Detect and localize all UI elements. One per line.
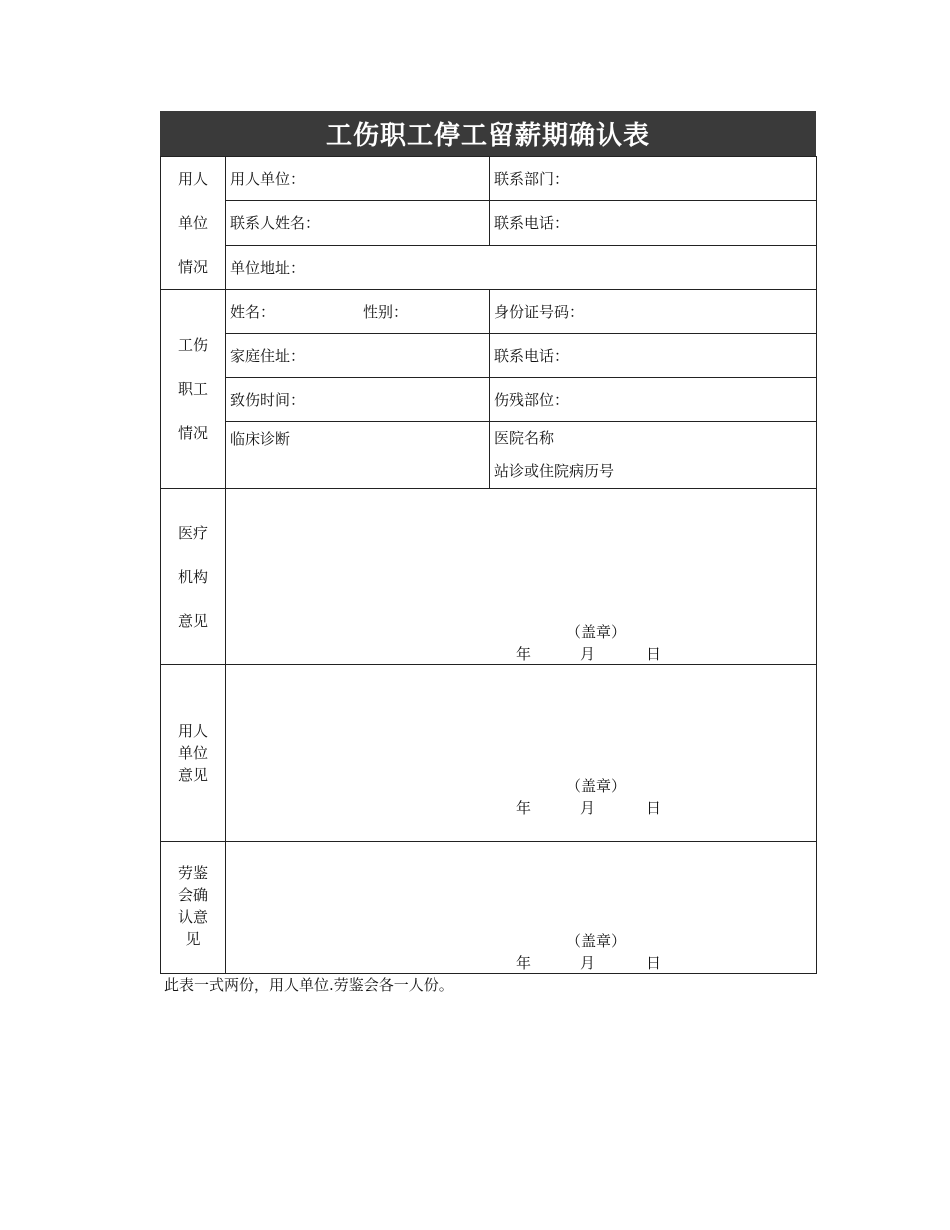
injury-part-field[interactable]: 伤残部位： (490, 378, 817, 422)
form-footnote: 此表一式两份，用人单位.劳鉴会各一人份。 (164, 976, 454, 994)
employer-unit-field[interactable]: 用人单位： (226, 157, 490, 201)
medical-opinion-row (161, 489, 817, 665)
home-address-field[interactable]: 家庭住址： (226, 334, 490, 378)
worker-row-2 (161, 334, 817, 378)
worker-row-3 (161, 378, 817, 422)
id-number-field[interactable]: 身份证号码： (490, 290, 817, 334)
contact-phone-field[interactable]: 联系电话： (490, 201, 817, 245)
employer-row-3 (161, 245, 817, 289)
seal-label: （盖章） (566, 777, 627, 795)
diagnosis-field[interactable]: 临床诊断 (226, 422, 490, 489)
form-table (160, 156, 817, 974)
contact-name-field[interactable]: 联系人姓名： (226, 201, 490, 245)
worker-row-1 (161, 290, 817, 334)
committee-opinion-row (161, 842, 817, 974)
hospital-record-field[interactable] (490, 422, 817, 489)
injury-time-field[interactable]: 致伤时间： (226, 378, 490, 422)
employer-opinion-row (161, 665, 817, 842)
employer-section-label: 用人 单位 情况 (161, 157, 226, 290)
seal-label: （盖章） (566, 623, 627, 641)
worker-section-label: 工伤 职工 情况 (161, 290, 226, 489)
employer-opinion-label: 用人 单位 意见 (161, 665, 226, 842)
hospital-name-label: 医院名称 (494, 429, 555, 447)
name-sex-field[interactable] (226, 290, 490, 334)
committee-opinion-field[interactable]: （盖章） 年 月 日 (226, 842, 817, 974)
name-label: 姓名： (230, 303, 276, 321)
sex-label: 性别： (363, 303, 409, 321)
employer-opinion-field[interactable]: （盖章） 年 月 日 (226, 665, 817, 842)
committee-opinion-label: 劳鉴 会确 认意 见 (161, 842, 226, 974)
confirmation-form (160, 111, 816, 974)
seal-label: （盖章） (566, 932, 627, 950)
form-title: 工伤职工停工留薪期确认表 (160, 111, 816, 156)
worker-row-4 (161, 422, 817, 489)
record-number-label: 站诊或住院病历号 (494, 462, 615, 480)
medical-opinion-field[interactable]: （盖章） 年 月 日 (226, 489, 817, 665)
worker-phone-field[interactable]: 联系电话： (490, 334, 817, 378)
employer-row-2 (161, 201, 817, 245)
medical-opinion-label: 医疗 机构 意见 (161, 489, 226, 665)
contact-dept-field[interactable]: 联系部门： (490, 157, 817, 201)
unit-address-field[interactable]: 单位地址： (226, 245, 817, 289)
employer-row-1 (161, 157, 817, 201)
